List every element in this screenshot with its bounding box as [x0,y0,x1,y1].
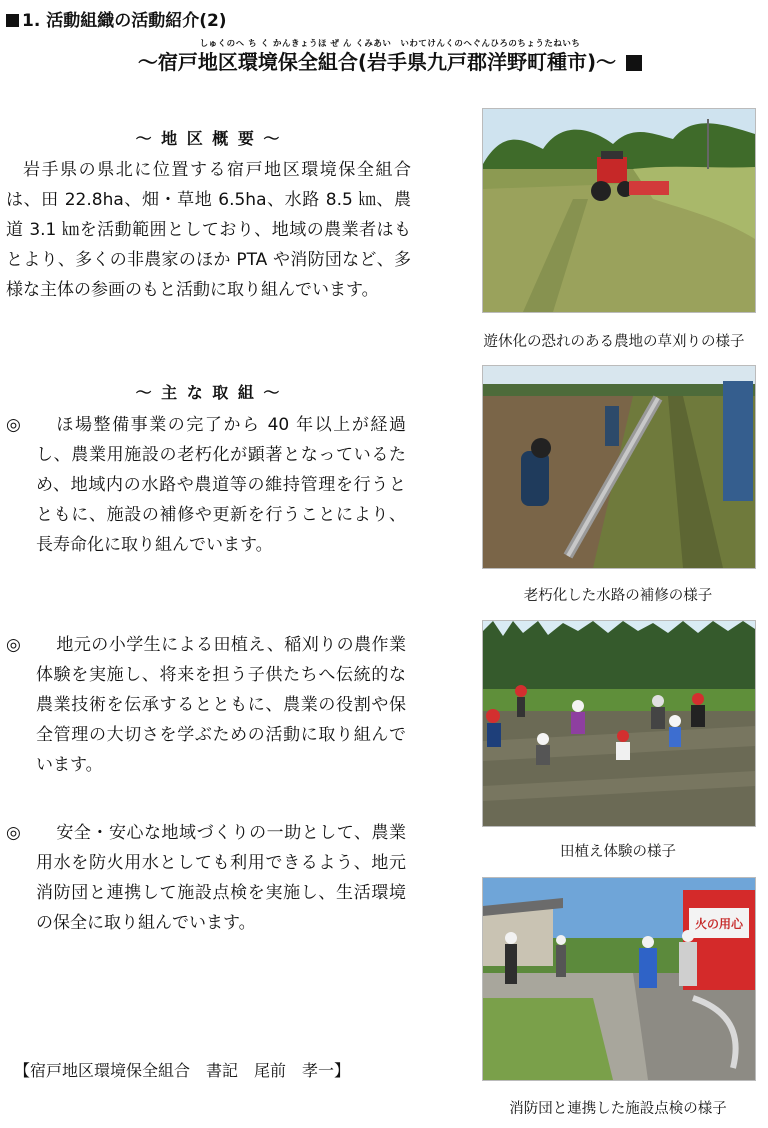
mowing-photo-image [483,109,755,312]
title-text: ～宿戸地区環境保全組合(岩手県九戸郡洋野町種市)～ [137,50,617,74]
activity-item [6,410,406,560]
photo-rice-planting [482,620,756,827]
fire-inspection-photo-image [483,878,755,1080]
photo-caption: 遊休化の恐れのある農地の草刈りの様子 [483,334,745,350]
photo-caption: 老朽化した水路の補修の様子 [523,588,713,604]
activity-text: ほ場整備事業の完了から 40 年以上が経過し、農業用施設の老朽化が顕著となっているため、地域内の水路や農道等の維持管理を行うとともに、施設の補修や更新を行うことにより、長寿命化に取り組んでいます。 [36,415,406,555]
photo-caption: 田植え体験の様子 [560,844,676,860]
double-circle-icon: ◎ [6,415,21,435]
canal-repair-photo-image [483,366,755,568]
activity-item [6,630,406,780]
rice-planting-photo-image [483,621,755,826]
signature: 【宿戸地区環境保全組合 書記 尾前 孝一】 [14,1061,351,1080]
double-circle-icon: ◎ [6,823,21,843]
title-ruby: しゅくのへ ち く かんきょうほ ぜ ん くみあい いわてけんくのへぐんひろのちょうたねいち [199,39,581,49]
photo-canal-repair [482,365,756,569]
section-header [6,6,227,31]
activity-item [6,818,406,938]
activity-text: 地元の小学生による田植え、稲刈りの農作業体験を実施し、将来を担う子供たちへ伝統的な農業技術を伝承するとともに、農業の役割や保全管理の大切さを学ぶための活動に取り組んでいます。 [36,635,406,775]
section-label: 1. 活動組織の活動紹介(2) [22,11,227,31]
photo-caption: 消防団と連携した施設点検の様子 [509,1101,727,1117]
double-circle-icon: ◎ [6,635,21,655]
organization-title [130,38,650,74]
overview-heading: ～ 地 区 概 要 ～ [135,129,282,148]
activity-text: 安全・安心な地域づくりの一助として、農業用水を防火用水としても利用できるよう、地元消防団と連携して施設点検を実施し、生活環境の保全に取り組んでいます。 [36,823,406,933]
activities-heading: ～ 主 な 取 組 ～ [135,383,282,402]
overview-text: 岩手県の県北に位置する宿戸地区環境保全組合は、田 22.8ha、畑・草地 6.5ha、水路 8.5 ㎞、農道 3.1 ㎞を活動範囲としており、地域の農業者はもとより、多くの非農家のほか PTA や消防団など、多様な主体の参画のもと活動に取り組んでいます。 [6,160,411,300]
square-end-icon [626,55,642,71]
square-bullet-icon [6,14,19,27]
photo-fire-inspection [482,877,756,1081]
fire-sign-text: 火の用心 [694,917,744,931]
photo-mowing [482,108,756,313]
